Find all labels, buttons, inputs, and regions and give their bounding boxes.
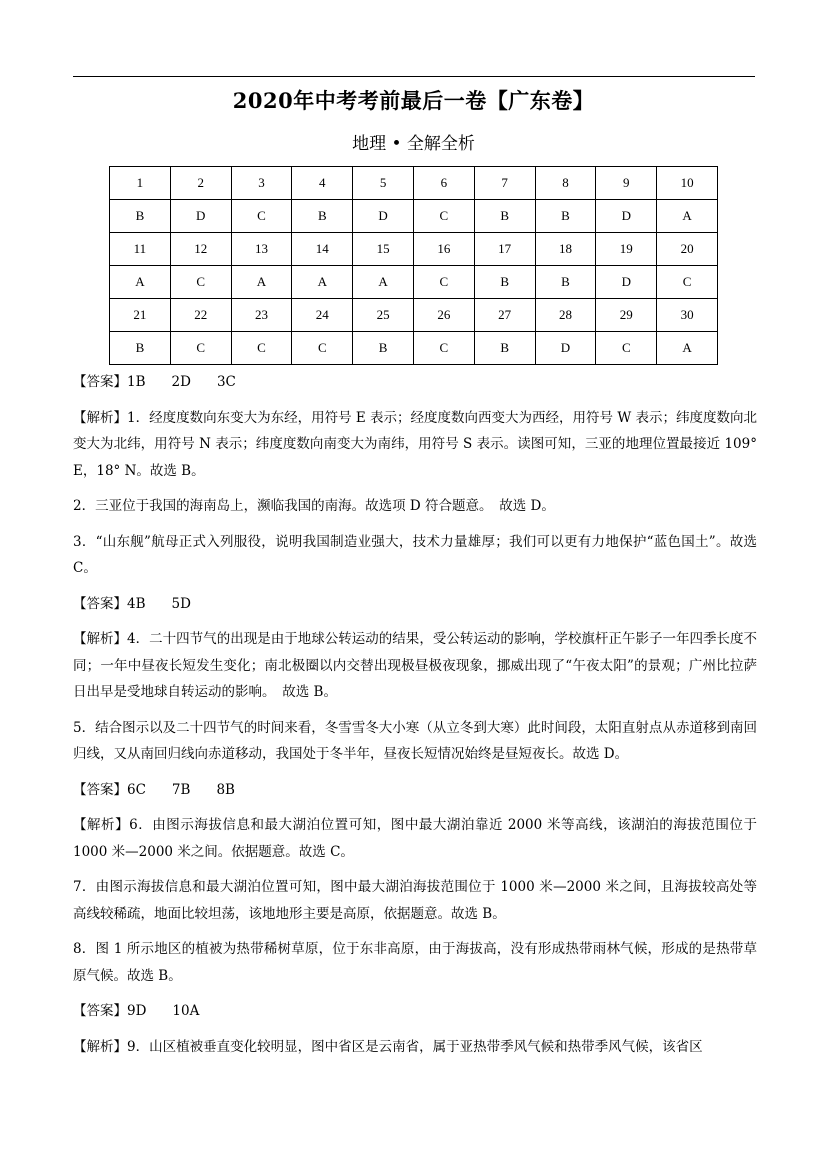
table-row-question-numbers	[110, 299, 718, 332]
table-cell: B	[474, 332, 535, 365]
table-row-question-numbers	[110, 233, 718, 266]
table-cell: 6	[413, 167, 474, 200]
table-cell: 9	[596, 167, 657, 200]
analysis-paragraph: 7．由图示海拔信息和最大湖泊位置可知，图中最大湖泊海拔范围位于 1000 米—2000 米之间，且海拔较高处等高线较稀疏，地面比较坦荡，该地地形主要是高原，依据题意。故选 B。	[73, 879, 757, 922]
table-cell: D	[170, 200, 231, 233]
table-cell: B	[353, 332, 414, 365]
table-cell: A	[231, 266, 292, 299]
table-cell: 30	[657, 299, 718, 332]
table-cell: 10	[657, 167, 718, 200]
answer-line: 【答案】9D 10A	[73, 1003, 200, 1019]
table-cell: C	[231, 200, 292, 233]
table-cell: C	[596, 332, 657, 365]
table-cell: 15	[353, 233, 414, 266]
table-cell: A	[353, 266, 414, 299]
table-cell: 16	[413, 233, 474, 266]
table-cell: 27	[474, 299, 535, 332]
table-cell: 23	[231, 299, 292, 332]
table-cell: B	[474, 200, 535, 233]
table-cell: 28	[535, 299, 596, 332]
table-cell: 17	[474, 233, 535, 266]
table-cell: 20	[657, 233, 718, 266]
analysis-paragraph: 2．三亚位于我国的海南岛上，濒临我国的南海。故选项 D 符合题意。 故选 D。	[73, 498, 555, 514]
table-cell: B	[110, 200, 171, 233]
table-cell: A	[292, 266, 353, 299]
table-row-answers	[110, 266, 718, 299]
table-cell: 7	[474, 167, 535, 200]
table-cell: 12	[170, 233, 231, 266]
table-cell: 19	[596, 233, 657, 266]
table-cell: 5	[353, 167, 414, 200]
table-cell: 29	[596, 299, 657, 332]
explanation-content	[73, 369, 757, 1060]
analysis-paragraph: 8．图 1 所示地区的植被为热带稀树草原，位于东非高原，由于海拔高，没有形成热带雨林气候，形成的是热带草原气候。故选 B。	[73, 941, 757, 984]
table-cell: 3	[231, 167, 292, 200]
table-cell: 11	[110, 233, 171, 266]
table-cell: B	[535, 266, 596, 299]
answer-line: 【答案】6C 7B 8B	[73, 781, 235, 798]
table-cell: 2	[170, 167, 231, 200]
table-cell: C	[413, 200, 474, 233]
table-cell: D	[596, 266, 657, 299]
table-cell: 24	[292, 299, 353, 332]
page-title: 2020年中考考前最后一卷【广东卷】	[232, 88, 595, 113]
table-cell: C	[292, 332, 353, 365]
answer-line: 【答案】1B 2D 3C	[73, 374, 236, 390]
table-cell: B	[535, 200, 596, 233]
analysis-paragraph: 【解析】1．经度度数向东变大为东经，用符号 E 表示；经度度数向西变大为西经，用符号 W 表示；纬度度数向北变大为北纬，用符号 N 表示；纬度度数向南变大为南纬，用符号 S 表示。读图可知，三亚的地理位置最接近 109° E，18° N。故选 B。	[73, 409, 758, 479]
table-cell: 18	[535, 233, 596, 266]
table-cell: C	[231, 332, 292, 365]
table-cell: D	[535, 332, 596, 365]
analysis-paragraph: 5．结合图示以及二十四节气的时间来看，冬雪雪冬大小寒（从立冬到大寒）此时间段，太阳直射点从赤道移到南回归线，又从南回归线向赤道移动，我国处于冬半年，昼夜长短情况始终是昼短夜长。故选 D。	[73, 719, 757, 762]
analysis-paragraph: 【解析】6．由图示海拔信息和最大湖泊位置可知，图中最大湖泊靠近 2000 米等高线，该湖泊的海拔范围位于 1000 米—2000 米之间。依据题意。故选 C。	[73, 817, 757, 860]
table-cell: B	[110, 332, 171, 365]
table-cell: B	[292, 200, 353, 233]
page-subtitle: 地理 • 全解全析	[352, 134, 475, 154]
table-cell: A	[110, 266, 171, 299]
answer-table	[109, 166, 718, 365]
table-cell: B	[474, 266, 535, 299]
table-cell: D	[596, 200, 657, 233]
answer-line: 【答案】4B 5D	[73, 595, 191, 612]
table-cell: 26	[413, 299, 474, 332]
table-cell: C	[657, 266, 718, 299]
header-rule	[73, 76, 755, 77]
table-cell: 1	[110, 167, 171, 200]
table-cell: 22	[170, 299, 231, 332]
table-cell: 13	[231, 233, 292, 266]
table-row-answers	[110, 200, 718, 233]
table-cell: A	[657, 200, 718, 233]
table-cell: 21	[110, 299, 171, 332]
table-cell: 14	[292, 233, 353, 266]
table-cell: C	[413, 266, 474, 299]
table-row-question-numbers	[110, 167, 718, 200]
analysis-paragraph: 【解析】4．二十四节气的出现是由于地球公转运动的结果，受公转运动的影响，学校旗杆正午影子一年四季长度不同；一年中昼夜长短发生变化；南北极圈以内交替出现极昼极夜现象，挪威出现了“午夜太阳”的景观；广州比拉萨日出早是受地球自转运动的影响。 故选 B。	[73, 631, 758, 700]
table-cell: 25	[353, 299, 414, 332]
table-row-answers	[110, 332, 718, 365]
table-cell: 4	[292, 167, 353, 200]
table-cell: C	[413, 332, 474, 365]
table-cell: A	[657, 332, 718, 365]
analysis-paragraph: 【解析】9．山区植被垂直变化较明显，图中省区是云南省，属于亚热带季风气候和热带季风气候，该省区	[73, 1038, 703, 1055]
table-cell: D	[353, 200, 414, 233]
table-cell: C	[170, 266, 231, 299]
analysis-paragraph: 3．“山东舰”航母正式入列服役，说明我国制造业强大，技术力量雄厚；我们可以更有力地保护“蓝色国土”。故选 C。	[73, 533, 757, 576]
table-cell: C	[170, 332, 231, 365]
table-cell: 8	[535, 167, 596, 200]
